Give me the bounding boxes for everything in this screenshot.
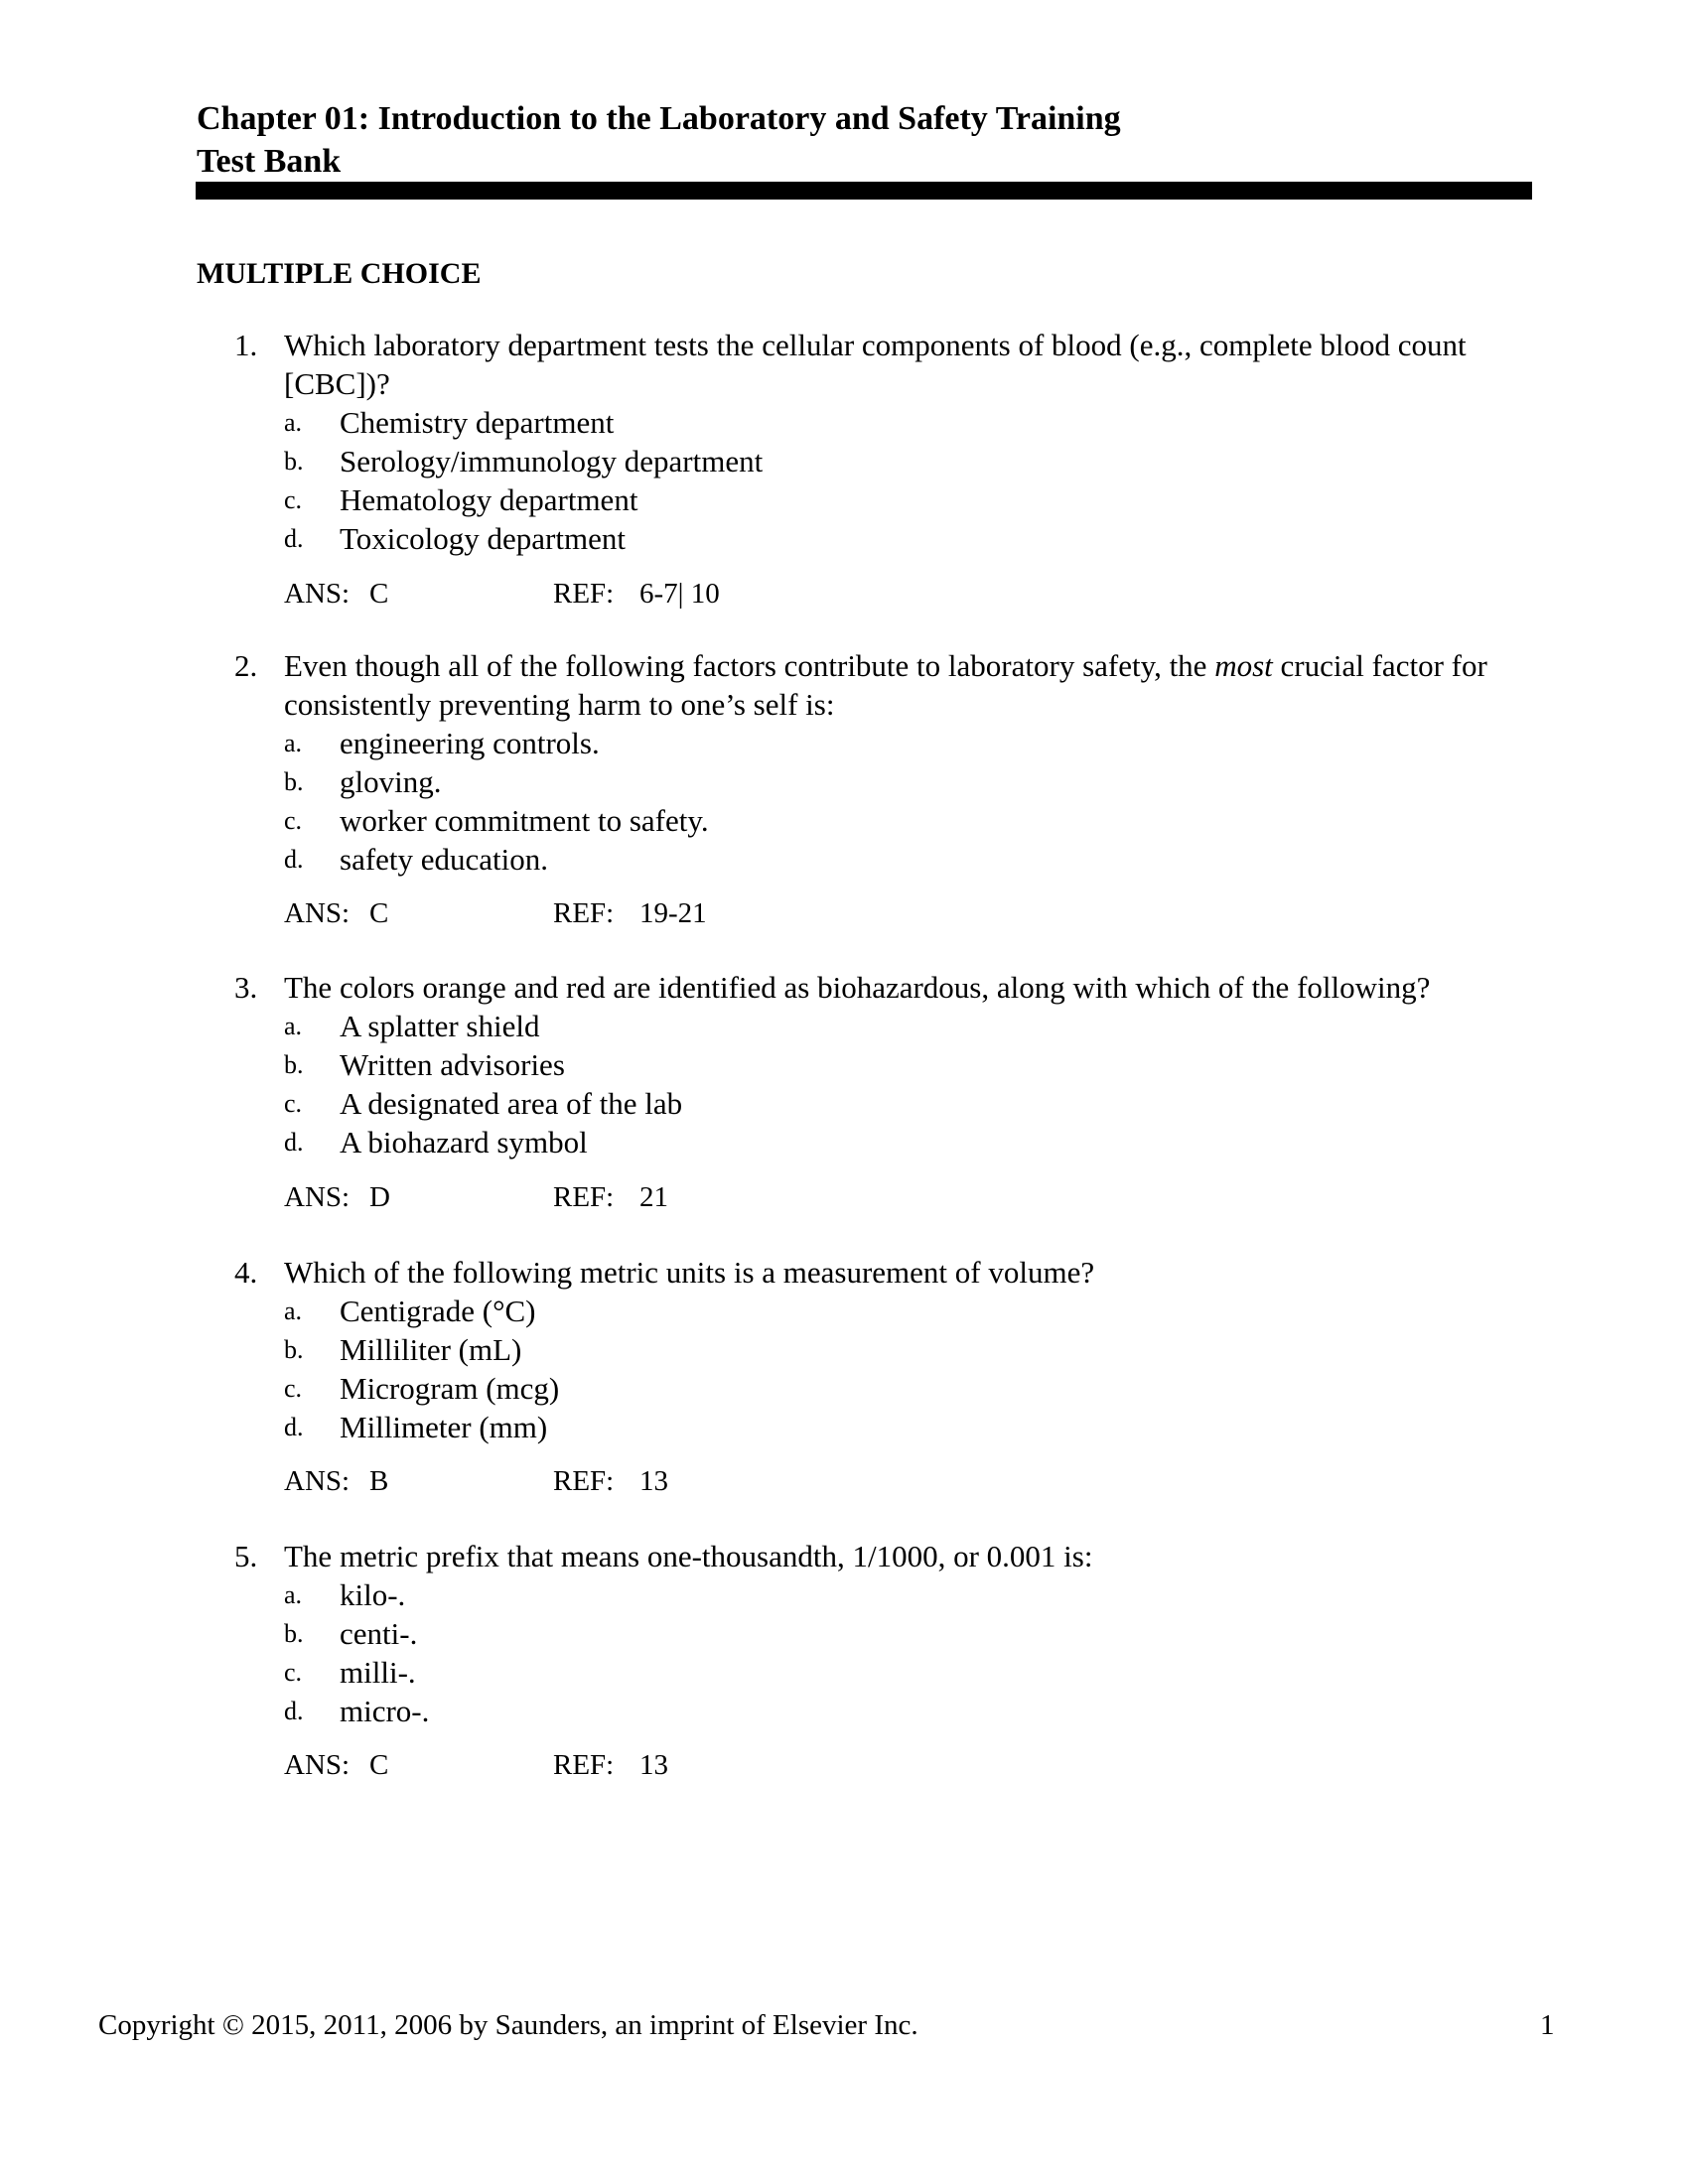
question-text-emphasis: most [1214, 648, 1273, 683]
option-letter: d. [284, 524, 304, 553]
reference-label: REF: [553, 1181, 615, 1213]
option-text: Hematology department [340, 482, 638, 517]
option-text: Serology/immunology department [340, 444, 764, 478]
section-heading: MULTIPLE CHOICE [197, 257, 482, 290]
question-text-part: Even though all of the following factors contribute to laboratory safety, the [284, 648, 1215, 683]
option-text: Milliliter (mL) [340, 1332, 522, 1367]
option-letter: a. [284, 408, 303, 437]
option-text: safety education. [340, 842, 549, 877]
option-letter: b. [284, 1619, 304, 1648]
reference-label: REF: [553, 1465, 615, 1497]
option-text: milli-. [340, 1655, 416, 1690]
question-text: The metric prefix that means one-thousandth, 1/1000, or 0.001 is: [284, 1539, 1093, 1573]
option-letter: c. [284, 1374, 303, 1403]
answer-label: ANS: [284, 897, 351, 929]
answer-value: C [369, 1749, 389, 1781]
page-title [197, 97, 1121, 183]
answer-label: ANS: [284, 1181, 351, 1213]
option-text: micro-. [340, 1694, 430, 1728]
question-number: 2. [234, 648, 258, 683]
option-letter: b. [284, 447, 304, 476]
header-rule [196, 182, 1532, 200]
reference-value: 19-21 [639, 897, 707, 929]
option-letter: a. [284, 1580, 303, 1609]
option-text: Written advisories [340, 1047, 565, 1082]
option-text: Millimeter (mm) [340, 1410, 548, 1444]
reference-value: 13 [639, 1465, 668, 1497]
footer-copyright: Copyright © 2015, 2011, 2006 by Saunders, an imprint of Elsevier Inc. [98, 2009, 918, 2041]
question-text: Which of the following metric units is a measurement of volume? [284, 1255, 1095, 1290]
question-text [284, 646, 1537, 724]
option-letter: a. [284, 1012, 303, 1040]
reference-label: REF: [553, 897, 615, 929]
option-letter: c. [284, 806, 303, 835]
answer-label: ANS: [284, 1749, 351, 1781]
question-number: 5. [234, 1539, 258, 1573]
option-letter: a. [284, 729, 303, 757]
answer-value: C [369, 897, 389, 929]
option-letter: d. [284, 845, 304, 874]
option-text: kilo-. [340, 1577, 406, 1612]
answer-label: ANS: [284, 578, 351, 610]
question-number: 4. [234, 1255, 258, 1290]
option-letter: d. [284, 1413, 304, 1441]
reference-label: REF: [553, 578, 615, 610]
option-text: engineering controls. [340, 726, 600, 760]
reference-label: REF: [553, 1749, 615, 1781]
option-text: Toxicology department [340, 521, 626, 556]
question-text: The colors orange and red are identified as biohazardous, along with which of the following? [284, 970, 1431, 1005]
option-letter: b. [284, 1335, 304, 1364]
answer-value: D [369, 1181, 390, 1213]
option-letter: a. [284, 1297, 303, 1325]
reference-value: 13 [639, 1749, 668, 1781]
page-number: 1 [1540, 2009, 1555, 2041]
option-letter: c. [284, 485, 303, 514]
option-text: gloving. [340, 764, 442, 799]
question-text-part: crucial factor for consistently preventing harm to one’s self is: [284, 648, 1487, 722]
option-text: Chemistry department [340, 405, 615, 440]
option-letter: c. [284, 1658, 303, 1687]
question-number: 3. [234, 970, 258, 1005]
question-number: 1. [234, 328, 258, 362]
answer-value: B [369, 1465, 389, 1497]
option-text: Centigrade (°C) [340, 1294, 536, 1328]
reference-value: 6-7| 10 [639, 578, 720, 610]
question-text: Which laboratory department tests the cellular components of blood (e.g., complete blood count [CBC])? [284, 328, 1467, 401]
answer-label: ANS: [284, 1465, 351, 1497]
option-letter: c. [284, 1089, 303, 1118]
title-line-1: Chapter 01: Introduction to the Laboratory and Safety Training [197, 100, 1121, 137]
option-text: centi-. [340, 1616, 418, 1651]
title-line-2: Test Bank [197, 143, 342, 180]
answer-value: C [369, 578, 389, 610]
option-text: A splatter shield [340, 1009, 540, 1043]
option-text: A biohazard symbol [340, 1125, 588, 1160]
option-text: worker commitment to safety. [340, 803, 709, 838]
option-letter: d. [284, 1697, 304, 1725]
option-letter: d. [284, 1128, 304, 1157]
reference-value: 21 [639, 1181, 668, 1213]
option-letter: b. [284, 767, 304, 796]
option-letter: b. [284, 1050, 304, 1079]
option-text: A designated area of the lab [340, 1086, 683, 1121]
option-text: Microgram (mcg) [340, 1371, 560, 1406]
